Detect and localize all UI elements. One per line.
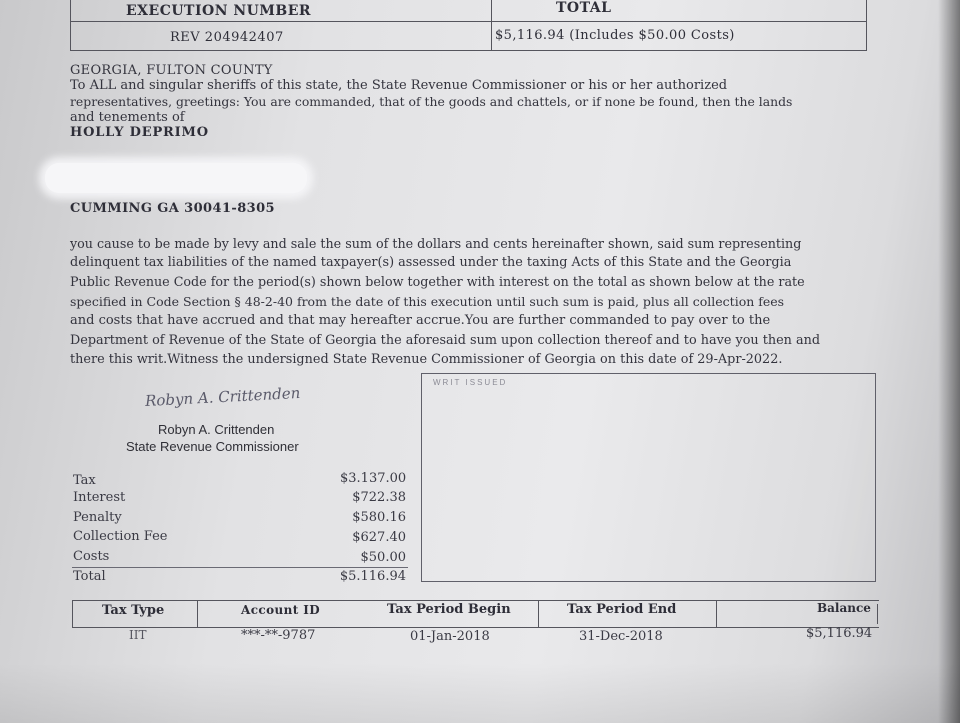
execution-number-value: REV 204942407 bbox=[170, 30, 284, 45]
row-balance: $5,116.94 bbox=[806, 626, 873, 641]
header-period-end: Tax Period End bbox=[567, 602, 677, 617]
amount-value-total: $5.116.94 bbox=[339, 569, 406, 584]
intro-line-2: representatives, greetings: You are commanded, that of the goods and chattels, or if none be found, then the lands bbox=[70, 94, 793, 109]
body-line-6: Department of Revenue of the State of Georgia the aforesaid sum upon collection thereof and to have you then and bbox=[70, 333, 821, 348]
intro-line-1: To ALL and singular sheriffs of this state, the State Revenue Commissioner or his or her authorized bbox=[70, 78, 728, 93]
amount-value-costs: $50.00 bbox=[360, 550, 406, 565]
commissioner-signature: Robyn A. Crittenden bbox=[144, 383, 301, 411]
row-period-begin: 01-Jan-2018 bbox=[410, 629, 490, 644]
row-account-id: ***-**-9787 bbox=[241, 628, 316, 643]
intro-line-3: and tenements of bbox=[70, 110, 185, 125]
taxpayer-name: HOLLY DEPRIMO bbox=[70, 125, 209, 140]
amount-value-penalty: $580.16 bbox=[352, 510, 406, 525]
total-value: $5,116.94 (Includes $50.00 Costs) bbox=[495, 28, 735, 43]
amount-value-tax: $3.137.00 bbox=[340, 471, 407, 486]
header-balance: Balance bbox=[817, 601, 871, 615]
body-line-7: there this writ.Witness the undersigned State Revenue Commissioner of Georgia on this date of 29-Apr-2022. bbox=[70, 352, 783, 367]
county-line: GEORGIA, FULTON COUNTY bbox=[70, 63, 273, 78]
row-tax-type: IIT bbox=[129, 628, 147, 642]
amount-label-tax: Tax bbox=[73, 473, 96, 488]
amount-label-penalty: Penalty bbox=[73, 510, 122, 525]
header-account-id: Account ID bbox=[241, 603, 321, 617]
amount-value-interest: $722.38 bbox=[352, 490, 406, 505]
stamp-box bbox=[421, 373, 876, 582]
amount-value-collection-fee: $627.40 bbox=[352, 530, 406, 545]
body-line-3: Public Revenue Code for the period(s) shown below together with interest on the total as shown below at the rate bbox=[70, 274, 805, 289]
taxpayer-city: CUMMING GA 30041-8305 bbox=[70, 201, 275, 216]
commissioner-name: Robyn A. Crittenden bbox=[158, 422, 275, 437]
total-label: TOTAL bbox=[556, 0, 612, 16]
redacted-address bbox=[45, 163, 307, 193]
header-tax-type: Tax Type bbox=[102, 603, 165, 618]
amount-label-collection-fee: Collection Fee bbox=[73, 529, 168, 544]
stamp-box-faint-text: WRIT ISSUED bbox=[433, 378, 508, 387]
body-line-1: you cause to be made by levy and sale the sum of the dollars and cents hereinafter shown, said sum representing bbox=[70, 236, 802, 251]
amount-label-costs: Costs bbox=[73, 549, 110, 564]
body-line-4: specified in Code Section § 48-2-40 from the date of this execution until such sum is paid, plus all collection fees bbox=[70, 294, 785, 309]
row-period-end: 31-Dec-2018 bbox=[579, 629, 663, 644]
amount-label-total: Total bbox=[73, 569, 106, 584]
amount-label-interest: Interest bbox=[73, 490, 126, 505]
commissioner-title: State Revenue Commissioner bbox=[126, 439, 299, 454]
body-line-5: and costs that have accrued and that may hereafter accrue.You are further commanded to pay over to the bbox=[70, 313, 771, 328]
header-period-begin: Tax Period Begin bbox=[387, 602, 511, 617]
execution-number-label: EXECUTION NUMBER bbox=[126, 3, 312, 19]
body-line-2: delinquent tax liabilities of the named taxpayer(s) assessed under the taxing Acts of this State and the Georgia bbox=[70, 255, 792, 270]
